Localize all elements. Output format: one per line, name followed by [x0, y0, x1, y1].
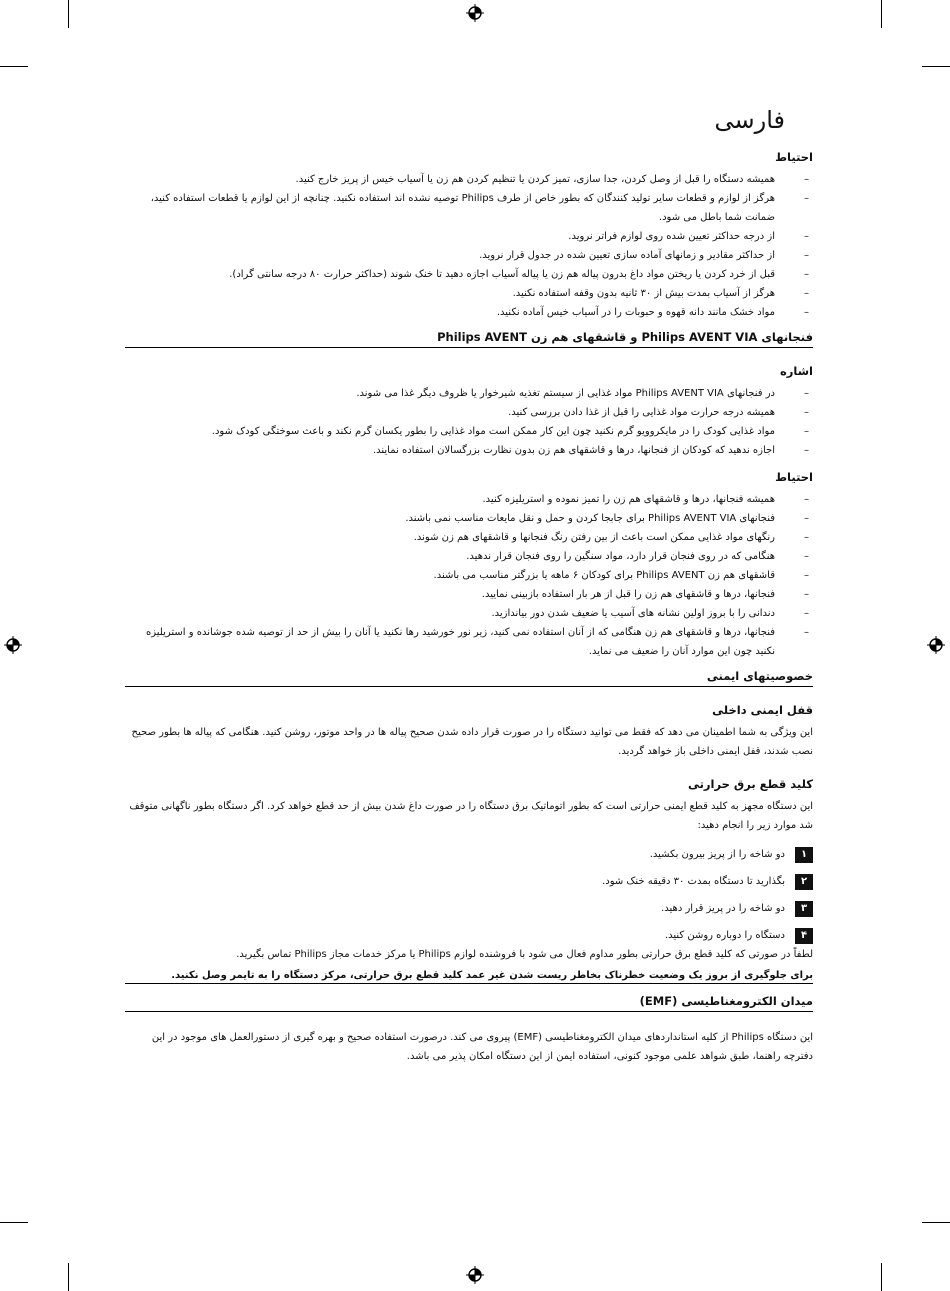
registration-mark-icon: [466, 1266, 484, 1284]
emf-text: این دستگاه Philips از کلیه استانداردهای میدان الکترومغناطیسی (EMF) پیروی می کند. درصورت استفاده صحیح و بهره گیری از دستورالعمل های موجود در این دفترچه راهنما، طبق شواهد علمی موجود کنونی، استفاده ایمن از این دستگاه امکان پذیر می باشد.: [151, 1032, 813, 1062]
list-item: – فنجانها، درها و قاشقهای هم زن را قبل از هر بار استفاده بازبینی نمایید.: [481, 589, 809, 600]
crop-mark: [0, 66, 28, 67]
list-item: – فنجانهای Philips AVENT VIA برای جابجا کردن و حمل و نقل مایعات مناسب نمی باشند.: [405, 513, 809, 524]
list-item: – از درجه حداکثر تعیین شده روی لوازم فراتر نروید.: [568, 231, 809, 242]
caution-heading: احتیاط: [775, 150, 813, 164]
section-title-feeding: فنجانهای Philips AVENT VIA و قاشقهای هم زن Philips AVENT: [125, 330, 813, 348]
steps-list: [125, 845, 813, 945]
step-number: ۲: [795, 874, 813, 890]
section-title-safety: خصوصیتهای ایمنی: [125, 669, 813, 687]
section-title-emf: میدان الکترومغناطیسی (EMF): [125, 994, 813, 1012]
step-number: ۱: [795, 847, 813, 863]
step-item: ۴ دستگاه را دوباره روشن کنید.: [125, 926, 813, 945]
list-item: – دندانی را با بروز اولین نشانه های آسیب یا ضعیف شدن دور بیاندازید.: [491, 608, 809, 619]
step-number: ۴: [795, 928, 813, 944]
thermal-cutoff-text: این دستگاه مجهز به کلید قطع ایمنی حرارتی است که بطور اتوماتیک برق دستگاه را در صورت داغ شدن بیش از حد قطع خواهد کرد. اگر دستگاه بطور ناگهانی متوقف شد موارد زیر را انجام دهید:: [129, 801, 813, 831]
step-item: ۲ بگذارید تا دستگاه بمدت ۳۰ دقیقه خنک شود.: [125, 872, 813, 891]
list-item: – مواد غذایی کودک را در مایکروویو گرم نکنید چون این کار ممکن است مواد غذایی را بطور یکسان گرم نکند و باعث سوختگی کودک شود.: [211, 426, 809, 437]
after-steps-text: لطفاً در صورتی که کلید قطع برق حرارتی بطور مداوم فعال می شود با فروشنده لوازم Philips یا مرکز خدمات مجاز Philips تماس بگیرید.: [236, 949, 813, 960]
language-title: فارسی: [714, 106, 785, 134]
safety-lock-text: این ویژگی به شما اطمینان می دهد که فقط می توانید دستگاه را در صورت قرار داده شدن صحیح پیاله ها در واحد موتور، روشن کنید. هنگامی که پیاله ها بطور صحیح نصب شدند، قفل ایمنی داخلی باز خواهد گردید.: [131, 727, 813, 757]
crop-mark: [68, 1263, 69, 1291]
crop-mark: [68, 0, 69, 28]
caution-list: [125, 490, 813, 661]
crop-mark: [0, 1222, 28, 1223]
registration-mark-icon: [927, 636, 945, 654]
list-item: – اجازه ندهید که کودکان از فنجانها، درها و قاشقهای هم زن بدون نظارت بزرگسالان استفاده نمایند.: [372, 445, 809, 456]
list-item: – هرگز از آسیاب بمدت بیش از ۳۰ ثانیه بدون وقفه استفاده نکنید.: [512, 288, 809, 299]
note-heading: اشاره: [780, 364, 813, 378]
thermal-cutoff-heading: کلید قطع برق حرارتی: [687, 777, 813, 791]
list-item: – همیشه دستگاه را قبل از وصل کردن، جدا سازی، تمیز کردن یا تنظیم کردن هم زن یا آسیاب خیس از پریز خارج کنید.: [295, 174, 809, 185]
step-item: ۱ دو شاخه را از پریز بیرون بکشید.: [125, 845, 813, 864]
list-item: – همیشه فنجانها، درها و قاشقهای هم زن را تمیز نموده و استریلیزه کنید.: [482, 494, 809, 505]
caution-heading: احتیاط: [775, 470, 813, 484]
list-item: – هرگز از لوازم و قطعات سایر تولید کنندگان که بطور خاص از طرف Philips توصیه نشده اند استفاده نکنید. چنانچه از این لوازم یا قطعات استفاده کنید، ضمانت شما باطل می شود.: [150, 193, 809, 223]
safety-lock-heading: قفل ایمنی داخلی: [712, 703, 813, 717]
registration-mark-icon: [4, 636, 22, 654]
list-item: – در فنجانهای Philips AVENT VIA مواد غذایی از سیستم تغذیه شیرخوار یا ظروف دیگر غذا می شوند.: [356, 388, 809, 399]
step-number: ۳: [795, 901, 813, 917]
list-item: – رنگهای مواد غذایی ممکن است باعث از بین رفتن رنگ فنجانها و قاشقهای هم زن شوند.: [413, 532, 809, 543]
note-list: [125, 384, 813, 460]
list-item: – هنگامی که در روی فنجان قرار دارد، مواد سنگین را روی فنجان قرار ندهید.: [466, 551, 809, 562]
warning-text: برای جلوگیری از بروز یک وضعیت خطرناک بخاطر ریست شدن غیر عمد کلید قطع برق حرارتی، مرکز دستگاه را به تایمر وصل نکنید.: [125, 970, 813, 984]
crop-mark: [922, 1222, 950, 1223]
crop-mark: [922, 66, 950, 67]
list-item: – از حداکثر مقادیر و زمانهای آماده سازی تعیین شده در جدول قرار نروید.: [479, 250, 809, 261]
list-item: – همیشه درجه حرارت مواد غذایی را قبل از غذا دادن بررسی کنید.: [508, 407, 809, 418]
crop-mark: [881, 0, 882, 28]
list-item: – قبل از خرد کردن یا ریختن مواد داغ بدرون پیاله هم زن یا پیاله آسیاب اجازه دهید تا خنک شوند (حداکثر حرارت ۸۰ درجه سانتی گراد).: [229, 269, 809, 280]
caution-list: [125, 170, 813, 322]
list-item: – قاشقهای هم زن Philips AVENT برای کودکان ۶ ماهه یا بزرگتر مناسب می باشند.: [433, 570, 809, 581]
step-item: ۳ دو شاخه را در پریز قرار دهید.: [125, 899, 813, 918]
crop-mark: [881, 1263, 882, 1291]
list-item: – مواد خشک مانند دانه قهوه و حبوبات را در آسیاب خیس آماده نکنید.: [496, 307, 809, 318]
document-page: [125, 90, 813, 1066]
list-item: – فنجانها، درها و قاشقهای هم زن هنگامی که از آنان استفاده نمی کنید، زیر نور خورشید رها نکنید یا آنان را بیش از حد از توصیه شده جوشانده و استریلیزه نکنید چون این موارد آنان را ضعیف می نماید.: [146, 627, 809, 657]
registration-mark-icon: [466, 4, 484, 22]
